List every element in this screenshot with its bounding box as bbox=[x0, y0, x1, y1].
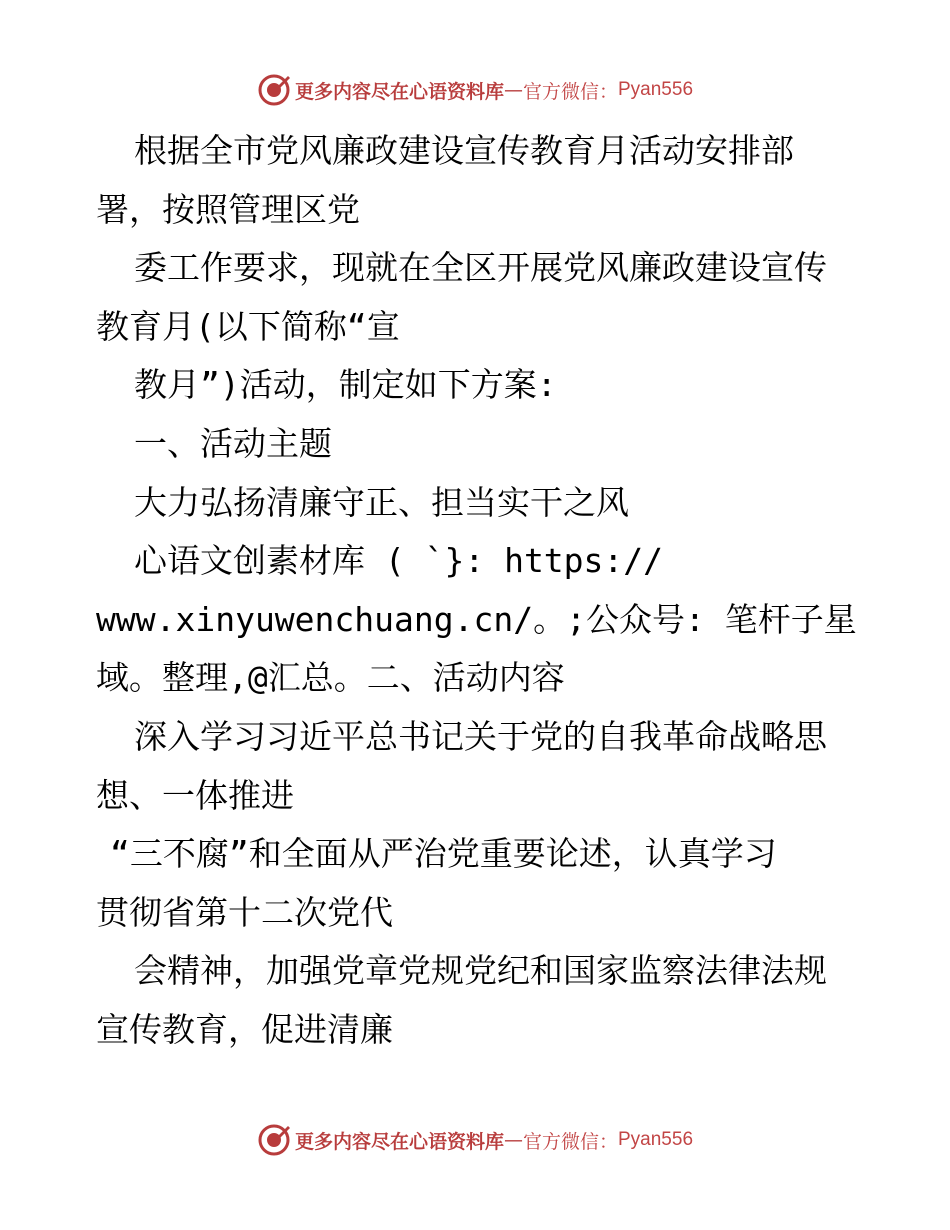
text-line: 心语文创素材库 ( `}: https:// bbox=[134, 541, 664, 581]
pen-seal-logo-icon bbox=[257, 1123, 291, 1157]
watermark-wechat-id: Pyan556 bbox=[618, 1129, 694, 1150]
watermark-separator: — bbox=[503, 79, 523, 101]
watermark-wechat-label: 官方微信： bbox=[522, 1130, 618, 1153]
watermark-brand: 更多内容尽在心语资料库 bbox=[294, 80, 504, 103]
text-line: 署，按照管理区党 bbox=[96, 189, 360, 229]
text-line: 深入学习习近平总书记关于党的自我革命战略思 bbox=[134, 716, 827, 756]
footer-watermark bbox=[0, 1120, 950, 1160]
pen-seal-logo-icon bbox=[257, 73, 291, 107]
document-body bbox=[96, 122, 866, 1060]
text-line: 宣传教育，促进清廉 bbox=[96, 1009, 393, 1049]
header-watermark bbox=[0, 70, 950, 110]
text-line: 域。整理,@汇总。二、活动内容 bbox=[96, 658, 565, 698]
text-line: 想、一体推进 bbox=[96, 775, 294, 815]
section-heading: 一、活动主题 bbox=[134, 423, 332, 463]
text-line: 教月”)活动，制定如下方案: bbox=[134, 365, 557, 405]
watermark-wechat-label: 官方微信： bbox=[522, 80, 618, 103]
text-line: 贯彻省第十二次党代 bbox=[96, 892, 393, 932]
text-line: 教育月(以下简称“宣 bbox=[96, 306, 400, 346]
text-line: 大力弘扬清廉守正、担当实干之风 bbox=[134, 482, 629, 522]
text-line: 会精神，加强党章党规党纪和国家监察法律法规 bbox=[134, 951, 827, 991]
text-line: 根据全市党风廉政建设宣传教育月活动安排部 bbox=[134, 131, 794, 170]
watermark-separator: — bbox=[503, 1129, 523, 1151]
text-line: 委工作要求，现就在全区开展党风廉政建设宣传 bbox=[134, 248, 827, 288]
watermark-brand: 更多内容尽在心语资料库 bbox=[294, 1130, 504, 1153]
text-line: www.xinyuwenchuang.cn/。;公众号: 笔杆子星 bbox=[96, 599, 857, 639]
watermark-wechat-id: Pyan556 bbox=[618, 79, 694, 100]
text-line: “三不腐”和全面从严治党重要论述，认真学习 bbox=[110, 834, 777, 874]
